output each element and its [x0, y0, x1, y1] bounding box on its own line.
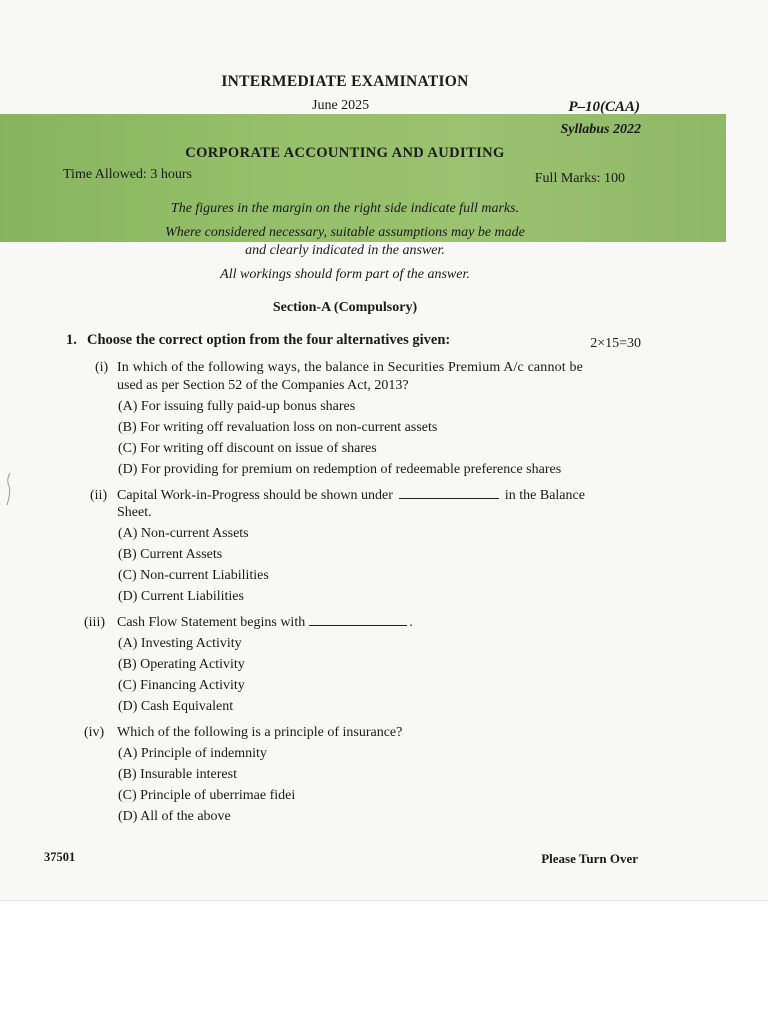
subquestion-text [117, 615, 413, 631]
instruction-line: The figures in the margin on the right side indicate full marks. [170, 201, 520, 216]
subquestion-label: (i) [95, 360, 109, 375]
option-item: (C) Non-current Liabilities [118, 568, 269, 583]
option-item: (A) Principle of indemnity [118, 746, 267, 761]
fill-blank [309, 615, 407, 626]
subquestion-text [117, 488, 585, 504]
option-item: (D) For providing for premium on redemption of redeemable preference shares [118, 462, 562, 477]
exam-date: June 2025 [312, 98, 370, 113]
option-item: (A) Investing Activity [118, 636, 242, 651]
exam-title: INTERMEDIATE EXAMINATION [221, 73, 469, 90]
subquestion-text-after-blank: . [409, 615, 413, 630]
subquestion-label: (iv) [84, 725, 105, 740]
full-marks: Full Marks: 100 [534, 171, 625, 186]
page-edge [0, 900, 768, 901]
paper-code: P–10(CAA) [568, 99, 640, 115]
subquestion-text-before-blank: Capital Work-in-Progress should be shown under [117, 488, 393, 503]
subquestion-label: (ii) [90, 488, 108, 503]
subquestion-text-after-blank: in the Balance [504, 488, 585, 503]
fill-blank [399, 488, 499, 499]
instruction-line: and clearly indicated in the answer. [245, 243, 445, 258]
question-marks: 2×15=30 [590, 336, 641, 351]
time-allowed: Time Allowed: 3 hours [63, 167, 192, 182]
option-item: (B) Insurable interest [118, 767, 237, 782]
paper-number: 37501 [44, 850, 76, 864]
option-item: (B) For writing off revaluation loss on non-current assets [118, 420, 438, 435]
option-item: (B) Current Assets [118, 547, 223, 562]
option-item: (D) Cash Equivalent [118, 699, 234, 714]
turn-over-note: Please Turn Over [541, 851, 638, 866]
subquestion-text: used as per Section 52 of the Companies Act, 2013? [117, 378, 409, 393]
option-item: (C) Principle of uberrimae fidei [118, 788, 296, 803]
subquestion-label: (iii) [84, 615, 105, 630]
option-item: (B) Operating Activity [118, 657, 245, 672]
option-item: (A) For issuing fully paid-up bonus shares [118, 399, 356, 414]
syllabus-label: Syllabus 2022 [560, 122, 641, 137]
section-title: Section-A (Compulsory) [272, 300, 418, 315]
instruction-line: All workings should form part of the answer. [220, 267, 470, 282]
instruction-line: Where considered necessary, suitable assumptions may be made [165, 225, 525, 240]
option-item: (C) Financing Activity [118, 678, 245, 693]
margin-mark [4, 472, 12, 506]
option-item: (C) For writing off discount on issue of shares [118, 441, 377, 456]
question-number: 1. [66, 332, 77, 348]
subquestion-text-before-blank: Cash Flow Statement begins with [117, 615, 306, 630]
subquestion-text: Sheet. [117, 505, 152, 520]
subquestion-text: In which of the following ways, the balance in Securities Premium A/c cannot be [117, 360, 583, 375]
option-item: (D) All of the above [118, 809, 231, 824]
subject-title: CORPORATE ACCOUNTING AND AUDITING [185, 145, 505, 161]
subquestion-text: Which of the following is a principle of insurance? [117, 725, 403, 740]
option-item: (A) Non-current Assets [118, 526, 249, 541]
question-text: Choose the correct option from the four alternatives given: [87, 332, 451, 348]
option-item: (D) Current Liabilities [118, 589, 244, 604]
